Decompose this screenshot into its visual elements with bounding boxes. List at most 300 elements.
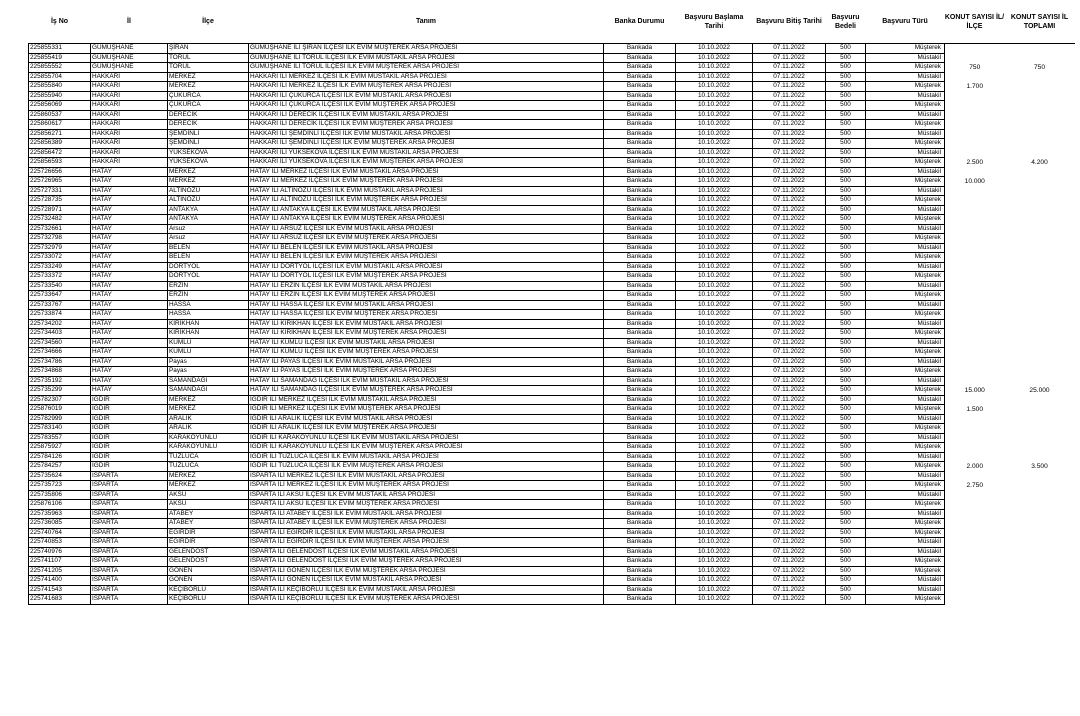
cell-basvuru-bedeli: 500 <box>826 215 866 225</box>
cell-konut-il-toplami <box>1005 433 1075 443</box>
cell-baslama-tarihi: 10.10.2022 <box>676 310 753 320</box>
table-row <box>29 357 1075 367</box>
cell-il: HATAY <box>91 196 168 206</box>
cell-bitis-tarihi: 07.11.2022 <box>753 585 826 595</box>
cell-basvuru-turu: Müstakil <box>866 224 945 234</box>
cell-ilce: YÜKSEKOVA <box>168 148 249 158</box>
cell-basvuru-bedeli: 500 <box>826 177 866 187</box>
cell-bitis-tarihi: 07.11.2022 <box>753 443 826 453</box>
cell-is-no: 225732482 <box>29 215 91 225</box>
cell-basvuru-turu: Müstakil <box>866 452 945 462</box>
cell-banka-durumu: Bankada <box>604 158 676 168</box>
cell-baslama-tarihi: 10.10.2022 <box>676 253 753 263</box>
cell-basvuru-bedeli: 500 <box>826 329 866 339</box>
cell-ilce: GÖNEN <box>168 566 249 576</box>
cell-baslama-tarihi: 10.10.2022 <box>676 53 753 63</box>
cell-basvuru-bedeli: 500 <box>826 300 866 310</box>
cell-basvuru-bedeli: 500 <box>826 281 866 291</box>
cell-tanim: IĞDIR İLİ MERKEZ İLÇESİ İLK EVİM MÜSTAKİL ARSA PROJESİ <box>249 395 604 405</box>
cell-konut-il-ilce <box>945 329 1005 339</box>
cell-basvuru-turu: Müstakil <box>866 262 945 272</box>
cell-baslama-tarihi: 10.10.2022 <box>676 528 753 538</box>
cell-is-no: 225733249 <box>29 262 91 272</box>
cell-tanim: IĞDIR İLİ KARAKOYUNLU İLÇESİ İLK EVİM MÜŞTEREK ARSA PROJESİ <box>249 443 604 453</box>
cell-is-no: 225856389 <box>29 139 91 149</box>
cell-bitis-tarihi: 07.11.2022 <box>753 262 826 272</box>
cell-bitis-tarihi: 07.11.2022 <box>753 576 826 586</box>
cell-is-no: 225740976 <box>29 547 91 557</box>
cell-konut-il-ilce <box>945 509 1005 519</box>
cell-il: HAKKARİ <box>91 148 168 158</box>
cell-konut-il-ilce <box>945 528 1005 538</box>
cell-il: HATAY <box>91 357 168 367</box>
cell-il: HATAY <box>91 215 168 225</box>
table-row <box>29 329 1075 339</box>
table-row <box>29 566 1075 576</box>
cell-banka-durumu: Bankada <box>604 471 676 481</box>
cell-banka-durumu: Bankada <box>604 272 676 282</box>
cell-basvuru-bedeli: 500 <box>826 338 866 348</box>
cell-is-no: 225734868 <box>29 367 91 377</box>
cell-ilce: MERKEZ <box>168 82 249 92</box>
cell-konut-il-ilce <box>945 471 1005 481</box>
cell-basvuru-bedeli: 500 <box>826 253 866 263</box>
cell-konut-il-toplami <box>1005 224 1075 234</box>
cell-basvuru-bedeli: 500 <box>826 148 866 158</box>
cell-basvuru-turu: Müşterek <box>866 566 945 576</box>
cell-banka-durumu: Bankada <box>604 576 676 586</box>
cell-banka-durumu: Bankada <box>604 291 676 301</box>
cell-banka-durumu: Bankada <box>604 367 676 377</box>
cell-konut-il-toplami <box>1005 481 1075 491</box>
cell-konut-il-ilce <box>945 585 1005 595</box>
cell-konut-il-toplami <box>1005 262 1075 272</box>
cell-konut-il-toplami <box>1005 205 1075 215</box>
table-row <box>29 120 1075 130</box>
cell-konut-il-toplami: 3.500 <box>1031 462 1048 470</box>
table-row <box>29 433 1075 443</box>
cell-banka-durumu: Bankada <box>604 72 676 82</box>
cell-konut-il-ilce <box>945 139 1005 149</box>
cell-konut-il-toplami <box>1005 557 1075 567</box>
cell-basvuru-bedeli: 500 <box>826 414 866 424</box>
cell-tanim: IĞDIR İLİ MERKEZ İLÇESİ İLK EVİM MÜŞTEREK ARSA PROJESİ <box>249 405 604 415</box>
cell-ilce: KARAKOYUNLU <box>168 443 249 453</box>
cell-is-no: 225735963 <box>29 509 91 519</box>
cell-basvuru-turu: Müşterek <box>866 158 945 168</box>
cell-basvuru-bedeli: 500 <box>826 595 866 605</box>
cell-bitis-tarihi: 07.11.2022 <box>753 110 826 120</box>
cell-basvuru-bedeli: 500 <box>826 91 866 101</box>
cell-il: HATAY <box>91 167 168 177</box>
cell-il: HATAY <box>91 348 168 358</box>
cell-konut-il-toplami <box>1005 215 1075 225</box>
cell-tanim: IĞDIR İLİ TUZLUCA İLÇESİ İLK EVİM MÜSTAKİL ARSA PROJESİ <box>249 452 604 462</box>
cell-baslama-tarihi: 10.10.2022 <box>676 167 753 177</box>
cell-bitis-tarihi: 07.11.2022 <box>753 471 826 481</box>
cell-baslama-tarihi: 10.10.2022 <box>676 110 753 120</box>
cell-is-no: 225735192 <box>29 376 91 386</box>
cell-baslama-tarihi: 10.10.2022 <box>676 272 753 282</box>
cell-is-no: 225735299 <box>29 386 91 396</box>
cell-baslama-tarihi: 10.10.2022 <box>676 452 753 462</box>
cell-il: HATAY <box>91 310 168 320</box>
cell-konut-il-ilce: 2.000 <box>966 462 983 470</box>
cell-ilce: KIRIKHAN <box>168 319 249 329</box>
cell-banka-durumu: Bankada <box>604 120 676 130</box>
table-row <box>29 243 1075 253</box>
cell-banka-durumu: Bankada <box>604 462 676 472</box>
cell-basvuru-turu: Müşterek <box>866 44 945 54</box>
cell-bitis-tarihi: 07.11.2022 <box>753 538 826 548</box>
cell-tanim: HATAY İLİ ANTAKYA İLÇESİ İLK EVİM MÜSTAKİL ARSA PROJESİ <box>249 205 604 215</box>
cell-baslama-tarihi: 10.10.2022 <box>676 414 753 424</box>
cell-il: IĞDIR <box>91 405 168 415</box>
cell-il: ISPARTA <box>91 528 168 538</box>
table-row <box>29 253 1075 263</box>
cell-ilce: GÖNEN <box>168 576 249 586</box>
cell-konut-il-toplami <box>1005 110 1075 120</box>
cell-bitis-tarihi: 07.11.2022 <box>753 433 826 443</box>
cell-basvuru-bedeli: 500 <box>826 576 866 586</box>
cell-is-no: 225727331 <box>29 186 91 196</box>
cell-bitis-tarihi: 07.11.2022 <box>753 395 826 405</box>
cell-basvuru-turu: Müşterek <box>866 443 945 453</box>
cell-baslama-tarihi: 10.10.2022 <box>676 196 753 206</box>
cell-konut-il-ilce <box>945 205 1005 215</box>
cell-il: HATAY <box>91 281 168 291</box>
cell-ilce: KUMLU <box>168 348 249 358</box>
cell-konut-il-toplami <box>1005 452 1075 462</box>
cell-baslama-tarihi: 10.10.2022 <box>676 63 753 73</box>
cell-il: HAKKARİ <box>91 91 168 101</box>
cell-ilce: TORUL <box>168 53 249 63</box>
cell-is-no: 225855331 <box>29 44 91 54</box>
cell-basvuru-turu: Müstakil <box>866 205 945 215</box>
cell-tanim: HATAY İLİ SAMANDAĞ İLÇESİ İLK EVİM MÜSTAKİL ARSA PROJESİ <box>249 376 604 386</box>
cell-basvuru-turu: Müşterek <box>866 120 945 130</box>
cell-il: ISPARTA <box>91 585 168 595</box>
cell-konut-il-ilce <box>945 367 1005 377</box>
cell-konut-il-ilce <box>945 243 1005 253</box>
header-row <box>29 0 1075 44</box>
cell-basvuru-turu: Müstakil <box>866 395 945 405</box>
cell-bitis-tarihi: 07.11.2022 <box>753 319 826 329</box>
cell-bitis-tarihi: 07.11.2022 <box>753 481 826 491</box>
cell-basvuru-bedeli: 500 <box>826 376 866 386</box>
table-row <box>29 224 1075 234</box>
cell-bitis-tarihi: 07.11.2022 <box>753 557 826 567</box>
cell-basvuru-turu: Müstakil <box>866 338 945 348</box>
cell-tanim: HATAY İLİ KIRIKHAN İLÇESİ İLK EVİM MÜSTAKİL ARSA PROJESİ <box>249 319 604 329</box>
cell-baslama-tarihi: 10.10.2022 <box>676 585 753 595</box>
table-row <box>29 471 1075 481</box>
cell-konut-il-ilce <box>945 167 1005 177</box>
cell-il: ISPARTA <box>91 500 168 510</box>
cell-basvuru-bedeli: 500 <box>826 129 866 139</box>
table-row <box>29 148 1075 158</box>
cell-konut-il-ilce <box>945 272 1005 282</box>
table-row <box>29 519 1075 529</box>
cell-ilce: ŞEMDİNLİ <box>168 139 249 149</box>
cell-konut-il-ilce <box>945 196 1005 206</box>
cell-basvuru-turu: Müşterek <box>866 272 945 282</box>
cell-tanim: ISPARTA İLİ MERKEZ İLÇESİ İLK EVİM MÜSTAKİL ARSA PROJESİ <box>249 471 604 481</box>
cell-tanim: HATAY İLİ BELEN İLÇESİ İLK EVİM MÜŞTEREK ARSA PROJESİ <box>249 253 604 263</box>
cell-ilce: AKSU <box>168 500 249 510</box>
cell-konut-il-ilce <box>945 291 1005 301</box>
cell-is-no: 225875927 <box>29 443 91 453</box>
cell-basvuru-bedeli: 500 <box>826 262 866 272</box>
cell-il: IĞDIR <box>91 424 168 434</box>
cell-konut-il-toplami <box>1005 148 1075 158</box>
cell-ilce: EĞİRDİR <box>168 538 249 548</box>
cell-tanim: ISPARTA İLİ GÖNEN İLÇESİ İLK EVİM MÜŞTEREK ARSA PROJESİ <box>249 566 604 576</box>
cell-basvuru-bedeli: 500 <box>826 82 866 92</box>
cell-bitis-tarihi: 07.11.2022 <box>753 329 826 339</box>
table-row <box>29 158 1075 168</box>
cell-ilce: ALTINÖZÜ <box>168 186 249 196</box>
cell-baslama-tarihi: 10.10.2022 <box>676 376 753 386</box>
cell-basvuru-turu: Müstakil <box>866 281 945 291</box>
cell-konut-il-toplami <box>1005 253 1075 263</box>
cell-basvuru-bedeli: 500 <box>826 120 866 130</box>
cell-konut-il-toplami <box>1005 595 1075 605</box>
cell-banka-durumu: Bankada <box>604 196 676 206</box>
cell-il: HATAY <box>91 177 168 187</box>
cell-baslama-tarihi: 10.10.2022 <box>676 148 753 158</box>
cell-konut-il-toplami: 4.200 <box>1031 158 1048 166</box>
cell-is-no: 225733540 <box>29 281 91 291</box>
cell-bitis-tarihi: 07.11.2022 <box>753 167 826 177</box>
cell-is-no: 225860617 <box>29 120 91 130</box>
cell-baslama-tarihi: 10.10.2022 <box>676 395 753 405</box>
cell-konut-il-toplami <box>1005 547 1075 557</box>
cell-bitis-tarihi: 07.11.2022 <box>753 376 826 386</box>
table-row <box>29 528 1075 538</box>
cell-konut-il-toplami <box>1005 53 1075 63</box>
cell-basvuru-bedeli: 500 <box>826 452 866 462</box>
cell-basvuru-bedeli: 500 <box>826 158 866 168</box>
cell-tanim: HAKKARİ İLİ YÜKSEKOVA İLÇESİ İLK EVİM MÜSTAKİL ARSA PROJESİ <box>249 148 604 158</box>
cell-konut-il-toplami <box>1005 357 1075 367</box>
cell-basvuru-bedeli: 500 <box>826 186 866 196</box>
cell-basvuru-turu: Müşterek <box>866 528 945 538</box>
cell-basvuru-bedeli: 500 <box>826 224 866 234</box>
cell-ilce: ARALIK <box>168 424 249 434</box>
cell-il: ISPARTA <box>91 519 168 529</box>
cell-baslama-tarihi: 10.10.2022 <box>676 338 753 348</box>
cell-banka-durumu: Bankada <box>604 91 676 101</box>
cell-tanim: HATAY İLİ ERZİN İLÇESİ İLK EVİM MÜŞTEREK ARSA PROJESİ <box>249 291 604 301</box>
cell-konut-il-ilce <box>945 310 1005 320</box>
cell-basvuru-turu: Müşterek <box>866 234 945 244</box>
cell-bitis-tarihi: 07.11.2022 <box>753 490 826 500</box>
cell-is-no: 225726656 <box>29 167 91 177</box>
cell-bitis-tarihi: 07.11.2022 <box>753 500 826 510</box>
cell-banka-durumu: Bankada <box>604 595 676 605</box>
cell-bitis-tarihi: 07.11.2022 <box>753 595 826 605</box>
cell-is-no: 225876019 <box>29 405 91 415</box>
cell-konut-il-ilce <box>945 433 1005 443</box>
cell-ilce: HASSA <box>168 300 249 310</box>
cell-banka-durumu: Bankada <box>604 500 676 510</box>
cell-ilce: MERKEZ <box>168 167 249 177</box>
cell-basvuru-bedeli: 500 <box>826 53 866 63</box>
cell-tanim: HAKKARİ İLİ ÇUKURCA İLÇESİ İLK EVİM MÜŞTEREK ARSA PROJESİ <box>249 101 604 111</box>
cell-konut-il-ilce <box>945 72 1005 82</box>
cell-tanim: ISPARTA İLİ ATABEY İLÇESİ İLK EVİM MÜSTAKİL ARSA PROJESİ <box>249 509 604 519</box>
table-row <box>29 196 1075 206</box>
cell-basvuru-turu: Müşterek <box>866 348 945 358</box>
cell-bitis-tarihi: 07.11.2022 <box>753 386 826 396</box>
cell-konut-il-toplami <box>1005 291 1075 301</box>
table-row <box>29 215 1075 225</box>
cell-basvuru-turu: Müstakil <box>866 243 945 253</box>
cell-bitis-tarihi: 07.11.2022 <box>753 196 826 206</box>
cell-tanim: IĞDIR İLİ ARALIK İLÇESİ İLK EVİM MÜSTAKİL ARSA PROJESİ <box>249 414 604 424</box>
cell-tanim: HATAY İLİ BELEN İLÇESİ İLK EVİM MÜSTAKİL ARSA PROJESİ <box>249 243 604 253</box>
cell-banka-durumu: Bankada <box>604 357 676 367</box>
cell-ilce: Payas <box>168 367 249 377</box>
cell-bitis-tarihi: 07.11.2022 <box>753 129 826 139</box>
cell-tanim: HATAY İLİ HASSA İLÇESİ İLK EVİM MÜŞTEREK ARSA PROJESİ <box>249 310 604 320</box>
cell-banka-durumu: Bankada <box>604 566 676 576</box>
cell-bitis-tarihi: 07.11.2022 <box>753 243 826 253</box>
cell-basvuru-bedeli: 500 <box>826 509 866 519</box>
cell-konut-il-toplami <box>1005 177 1075 187</box>
cell-ilce: DÖRTYOL <box>168 272 249 282</box>
header-banka-durumu: Banka Durumu <box>614 18 665 25</box>
cell-banka-durumu: Bankada <box>604 528 676 538</box>
cell-is-no: 225732798 <box>29 234 91 244</box>
cell-konut-il-ilce <box>945 281 1005 291</box>
cell-basvuru-bedeli: 500 <box>826 433 866 443</box>
cell-is-no: 225734403 <box>29 329 91 339</box>
cell-il: HATAY <box>91 205 168 215</box>
cell-ilce: EĞİRDİR <box>168 528 249 538</box>
cell-konut-il-ilce <box>945 44 1005 54</box>
cell-bitis-tarihi: 07.11.2022 <box>753 414 826 424</box>
cell-basvuru-bedeli: 500 <box>826 357 866 367</box>
cell-is-no: 225784257 <box>29 462 91 472</box>
cell-il: HAKKARİ <box>91 139 168 149</box>
cell-konut-il-ilce: 1.700 <box>966 82 983 90</box>
cell-ilce: BELEN <box>168 243 249 253</box>
cell-konut-il-ilce: 750 <box>969 63 981 71</box>
cell-baslama-tarihi: 10.10.2022 <box>676 509 753 519</box>
header-konut-il-ilce: KONUT SAYISI İL/İLÇE <box>944 13 1005 30</box>
cell-banka-durumu: Bankada <box>604 585 676 595</box>
cell-ilce: ÇUKURCA <box>168 91 249 101</box>
cell-il: HATAY <box>91 300 168 310</box>
cell-ilce: Payas <box>168 357 249 367</box>
cell-baslama-tarihi: 10.10.2022 <box>676 101 753 111</box>
cell-konut-il-toplami <box>1005 91 1075 101</box>
table-row <box>29 234 1075 244</box>
cell-il: HATAY <box>91 253 168 263</box>
cell-il: GÜMÜŞHANE <box>91 63 168 73</box>
cell-is-no: 225782999 <box>29 414 91 424</box>
cell-baslama-tarihi: 10.10.2022 <box>676 538 753 548</box>
cell-banka-durumu: Bankada <box>604 310 676 320</box>
cell-bitis-tarihi: 07.11.2022 <box>753 101 826 111</box>
cell-konut-il-ilce <box>945 129 1005 139</box>
cell-is-no: 225855704 <box>29 72 91 82</box>
table-row <box>29 101 1075 111</box>
table-row <box>29 462 1075 472</box>
cell-tanim: ISPARTA İLİ ATABEY İLÇESİ İLK EVİM MÜŞTEREK ARSA PROJESİ <box>249 519 604 529</box>
cell-konut-il-ilce <box>945 424 1005 434</box>
table-row <box>29 595 1075 605</box>
cell-basvuru-turu: Müşterek <box>866 405 945 415</box>
cell-baslama-tarihi: 10.10.2022 <box>676 243 753 253</box>
cell-tanim: GÜMÜŞHANE İLİ TORUL İLÇESİ İLK EVİM MÜŞTEREK ARSA PROJESİ <box>249 63 604 73</box>
cell-konut-il-toplami <box>1005 500 1075 510</box>
cell-ilce: TUZLUCA <box>168 452 249 462</box>
cell-basvuru-turu: Müstakil <box>866 129 945 139</box>
cell-ilce: DÖRTYOL <box>168 262 249 272</box>
cell-basvuru-turu: Müşterek <box>866 139 945 149</box>
cell-ilce: DERECİK <box>168 110 249 120</box>
cell-bitis-tarihi: 07.11.2022 <box>753 186 826 196</box>
cell-banka-durumu: Bankada <box>604 414 676 424</box>
cell-basvuru-bedeli: 500 <box>826 566 866 576</box>
cell-konut-il-ilce <box>945 566 1005 576</box>
cell-tanim: HAKKARİ İLİ ÇUKURCA İLÇESİ İLK EVİM MÜSTAKİL ARSA PROJESİ <box>249 91 604 101</box>
cell-banka-durumu: Bankada <box>604 110 676 120</box>
cell-il: ISPARTA <box>91 490 168 500</box>
table-row <box>29 44 1075 54</box>
cell-konut-il-ilce <box>945 443 1005 453</box>
cell-konut-il-ilce <box>945 186 1005 196</box>
cell-is-no: 225876106 <box>29 500 91 510</box>
housing-projects-table <box>28 0 1075 605</box>
cell-ilce: YÜKSEKOVA <box>168 158 249 168</box>
cell-ilce: ANTAKYA <box>168 205 249 215</box>
cell-baslama-tarihi: 10.10.2022 <box>676 566 753 576</box>
cell-konut-il-ilce <box>945 300 1005 310</box>
table-row <box>29 139 1075 149</box>
cell-ilce: GELENDOST <box>168 547 249 557</box>
cell-il: HATAY <box>91 376 168 386</box>
cell-baslama-tarihi: 10.10.2022 <box>676 405 753 415</box>
cell-banka-durumu: Bankada <box>604 205 676 215</box>
cell-tanim: ISPARTA İLİ MERKEZ İLÇESİ İLK EVİM MÜŞTEREK ARSA PROJESİ <box>249 481 604 491</box>
cell-konut-il-ilce <box>945 538 1005 548</box>
cell-konut-il-toplami <box>1005 509 1075 519</box>
cell-konut-il-toplami <box>1005 443 1075 453</box>
cell-tanim: HAKKARİ İLİ DERECİK İLÇESİ İLK EVİM MÜSTAKİL ARSA PROJESİ <box>249 110 604 120</box>
cell-baslama-tarihi: 10.10.2022 <box>676 557 753 567</box>
cell-tanim: GÜMÜŞHANE İLİ ŞİRAN İLÇESİ İLK EVİM MÜŞTEREK ARSA PROJESİ <box>249 44 604 54</box>
cell-konut-il-ilce <box>945 120 1005 130</box>
cell-basvuru-turu: Müstakil <box>866 53 945 63</box>
cell-bitis-tarihi: 07.11.2022 <box>753 72 826 82</box>
cell-basvuru-turu: Müşterek <box>866 329 945 339</box>
cell-ilce: ÇUKURCA <box>168 101 249 111</box>
cell-is-no: 225735723 <box>29 481 91 491</box>
table-row <box>29 500 1075 510</box>
cell-tanim: HATAY İLİ DÖRTYOL İLÇESİ İLK EVİM MÜŞTEREK ARSA PROJESİ <box>249 272 604 282</box>
header-konut-il-toplami: KONUT SAYISI İL TOPLAMI <box>1010 13 1069 30</box>
table-row <box>29 376 1075 386</box>
cell-il: ISPARTA <box>91 547 168 557</box>
cell-is-no: 225856069 <box>29 101 91 111</box>
cell-basvuru-turu: Müşterek <box>866 557 945 567</box>
cell-basvuru-turu: Müstakil <box>866 319 945 329</box>
cell-tanim: ISPARTA İLİ EĞİRDİR İLÇESİ İLK EVİM MÜSTAKİL ARSA PROJESİ <box>249 528 604 538</box>
